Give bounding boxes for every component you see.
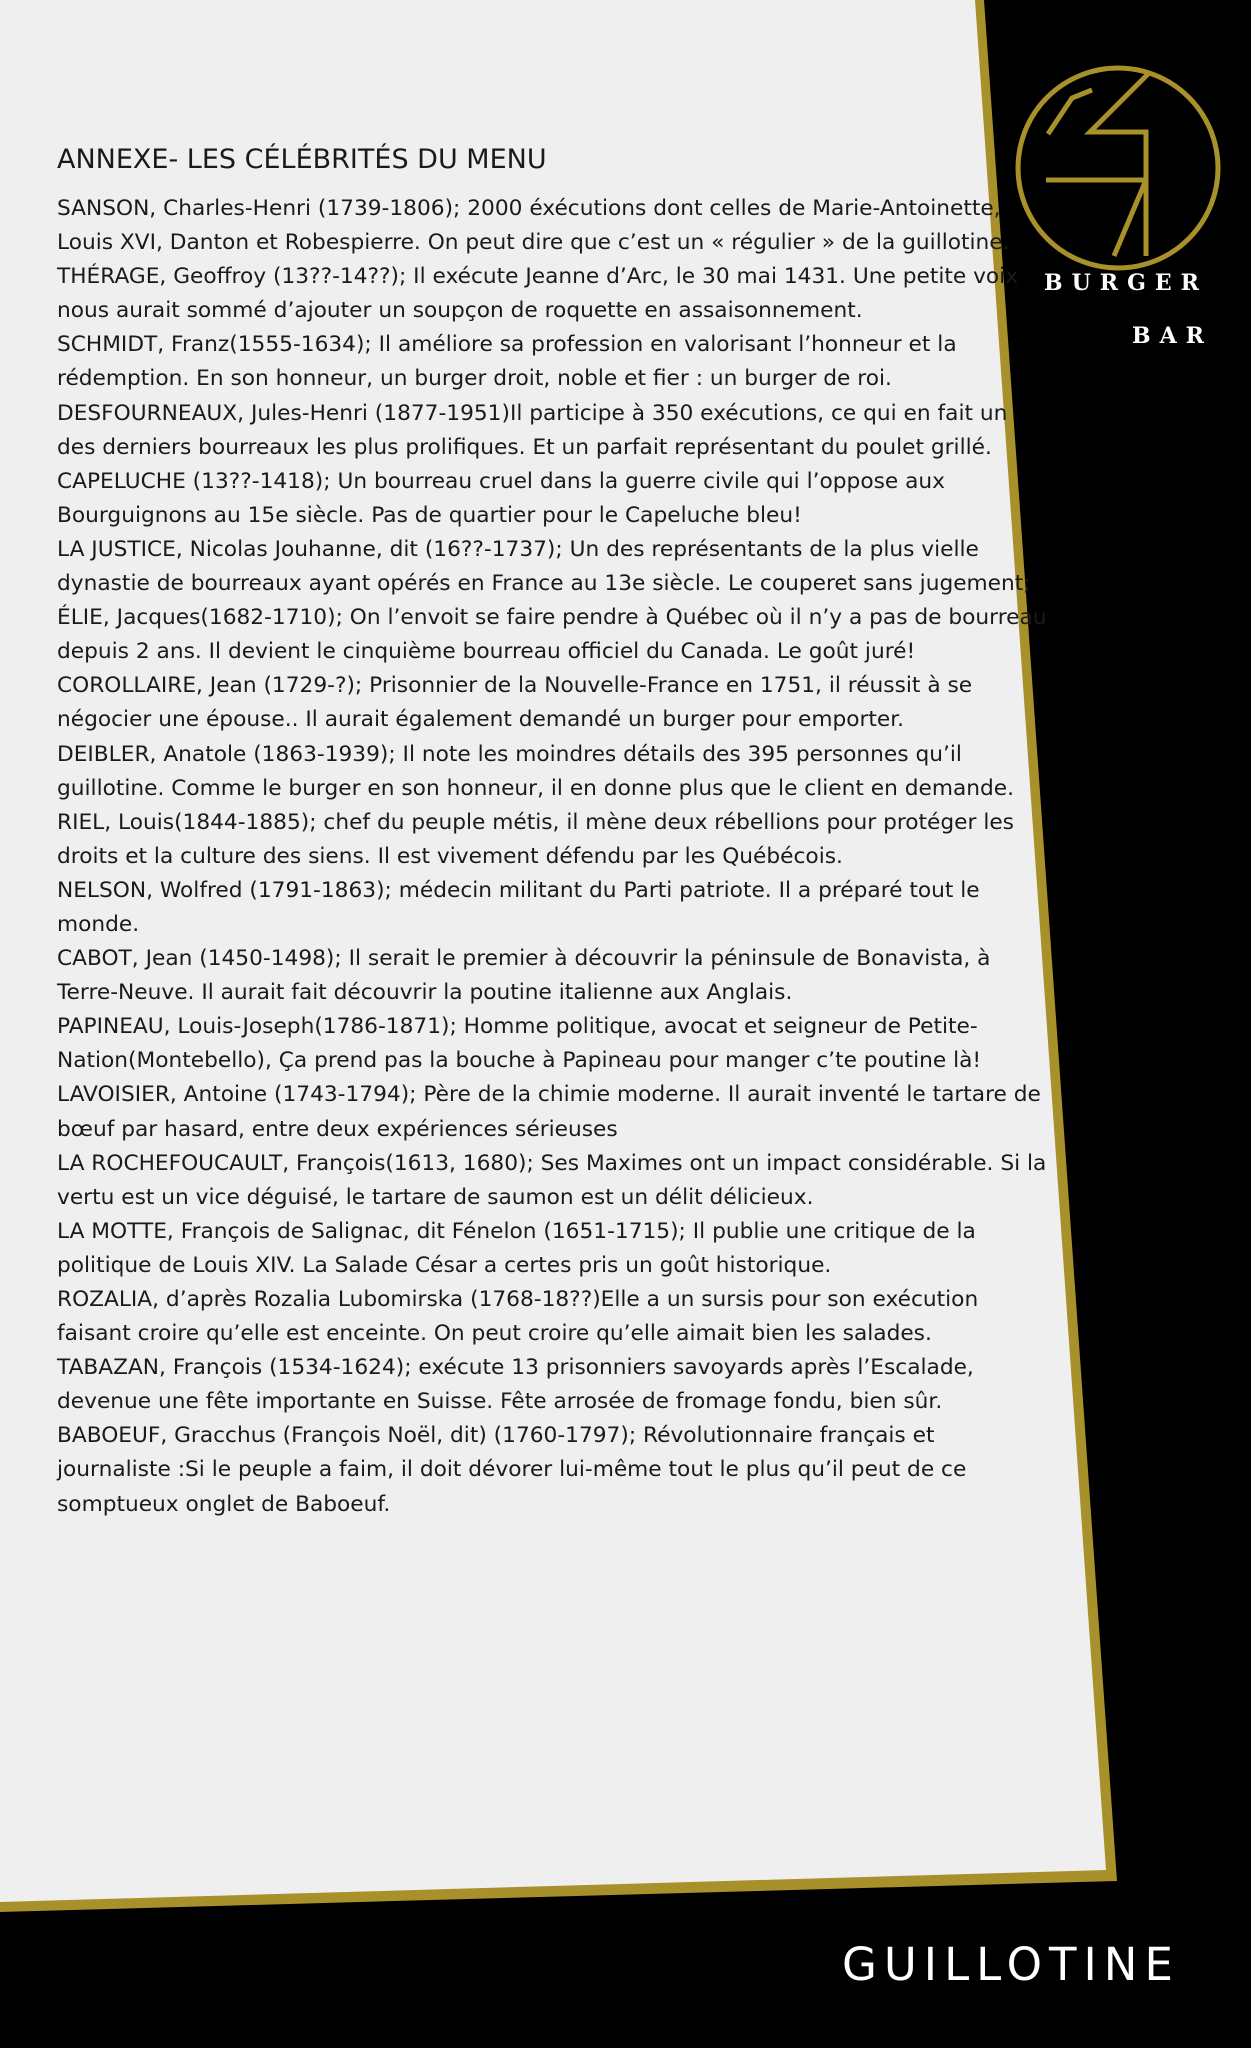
annex-content [57, 140, 1047, 1522]
celebrity-entry: ROZALIA, d’après Rozalia Lubomirska (1768-18??)Elle a un sursis pour son exécution faisant croire qu’elle est enceinte. On peut croire qu’elle aimait bien les salades. [57, 1287, 979, 1347]
celebrity-entry: NELSON, Wolfred (1791-1863); médecin militant du Parti patriote. Il a préparé tout le monde. [57, 877, 980, 937]
celebrity-entry: CAPELUCHE (13??-1418); Un bourreau cruel dans la guerre civile qui l’oppose aux Bourguignons au 15e siècle. Pas de quartier pour le Capeluche bleu! [57, 468, 945, 528]
celebrity-entry: LA MOTTE, François de Salignac, dit Fénelon (1651-1715); Il publie une critique de la politique de Louis XIV. La Salade César a certes pris un goût historique. [57, 1218, 976, 1278]
celebrity-list [57, 192, 1047, 1522]
celebrity-entry: SANSON, Charles-Henri (1739-1806); 2000 éxécutions dont celles de Marie-Antoinette, Louis XVI, Danton et Robespierre. On peut dire que c’est un « régulier » de la guillotine. [57, 196, 1010, 256]
logo-word-bar: BAR [1132, 323, 1213, 349]
celebrity-entry: ÉLIE, Jacques(1682-1710); On l’envoit se faire pendre à Québec où il n’y a pas de bourreau depuis 2 ans. Il devient le cinquième bourreau officiel du Canada. Le goût juré! [57, 605, 1047, 665]
celebrity-entry: CABOT, Jean (1450-1498); Il serait le premier à découvrir la péninsule de Bonavista, à Terre-Neuve. Il aurait fait découvrir la poutine italienne aux Anglais. [57, 946, 991, 1006]
celebrity-entry: RIEL, Louis(1844-1885); chef du peuple métis, il mène deux rébellions pour protéger les droits et la culture des siens. Il est vivement défendu par les Québécois. [57, 809, 1014, 869]
celebrity-entry: PAPINEAU, Louis-Joseph(1786-1871); Homme politique, avocat et seigneur de Petite-Nation(Montebello), Ça prend pas la bouche à Papineau pour manger c’te poutine là! [57, 1014, 982, 1074]
celebrity-entry: SCHMIDT, Franz(1555-1634); Il améliore sa profession en valorisant l’honneur et la rédemption. En son honneur, un burger droit, noble et fier : un burger de roi. [57, 332, 957, 392]
celebrity-entry: DESFOURNEAUX, Jules-Henri (1877-1951)Il participe à 350 exécutions, ce qui en fait un des derniers bourreaux les plus prolifiques. Et un parfait représentant du poulet grillé. [57, 400, 1008, 460]
celebrity-entry: DEIBLER, Anatole (1863-1939); Il note les moindres détails des 395 personnes qu’il guillotine. Comme le burger en son honneur, il en donne plus que le client en demande. [57, 741, 1015, 801]
celebrity-entry: THÉRAGE, Geoffroy (13??-14??); Il exécute Jeanne d’Arc, le 30 mai 1431. Une petite voix nous aurait sommé d’ajouter un soupçon de roquette en assaisonnement. [57, 264, 1019, 324]
celebrity-entry: COROLLAIRE, Jean (1729-?); Prisonnier de la Nouvelle-France en 1751, il réussit à se négocier une épouse.. Il aurait également demandé un burger pour emporter. [57, 673, 973, 733]
celebrity-entry: BABOEUF, Gracchus (François Noël, dit) (1760-1797); Révolutionnaire français et journaliste :Si le peuple a faim, il doit dévorer lui-même tout le plus qu’il peut de ce somptueux onglet de Baboeuf. [57, 1423, 967, 1517]
celebrity-entry: LA JUSTICE, Nicolas Jouhanne, dit (16??-1737); Un des représentants de la plus vielle dynastie de bourreaux ayant opérés en France au 13e siècle. Le couperet sans jugement; [57, 536, 1031, 597]
celebrity-entry: LAVOISIER, Antoine (1743-1794); Père de la chimie moderne. Il aurait inventé le tartare de bœuf par hasard, entre deux expériences sérieuses [57, 1082, 1041, 1142]
brand-name: GUILLOTINE [842, 1938, 1180, 1991]
celebrity-entry: TABAZAN, François (1534-1624); exécute 13 prisonniers savoyards après l’Escalade, devenue une fête importante en Suisse. Fête arrosée de fromage fondu, bien sûr. [57, 1355, 974, 1415]
logo-word-burger: BURGER [1044, 270, 1208, 296]
celebrity-entry: LA ROCHEFOUCAULT, François(1613, 1680); Ses Maximes ont un impact considérable. Si la vertu est un vice déguisé, le tartare de saumon est un délit délicieux. [57, 1150, 1047, 1210]
annex-title: ANNEXE- LES CÉLÉBRITÉS DU MENU [57, 144, 547, 175]
